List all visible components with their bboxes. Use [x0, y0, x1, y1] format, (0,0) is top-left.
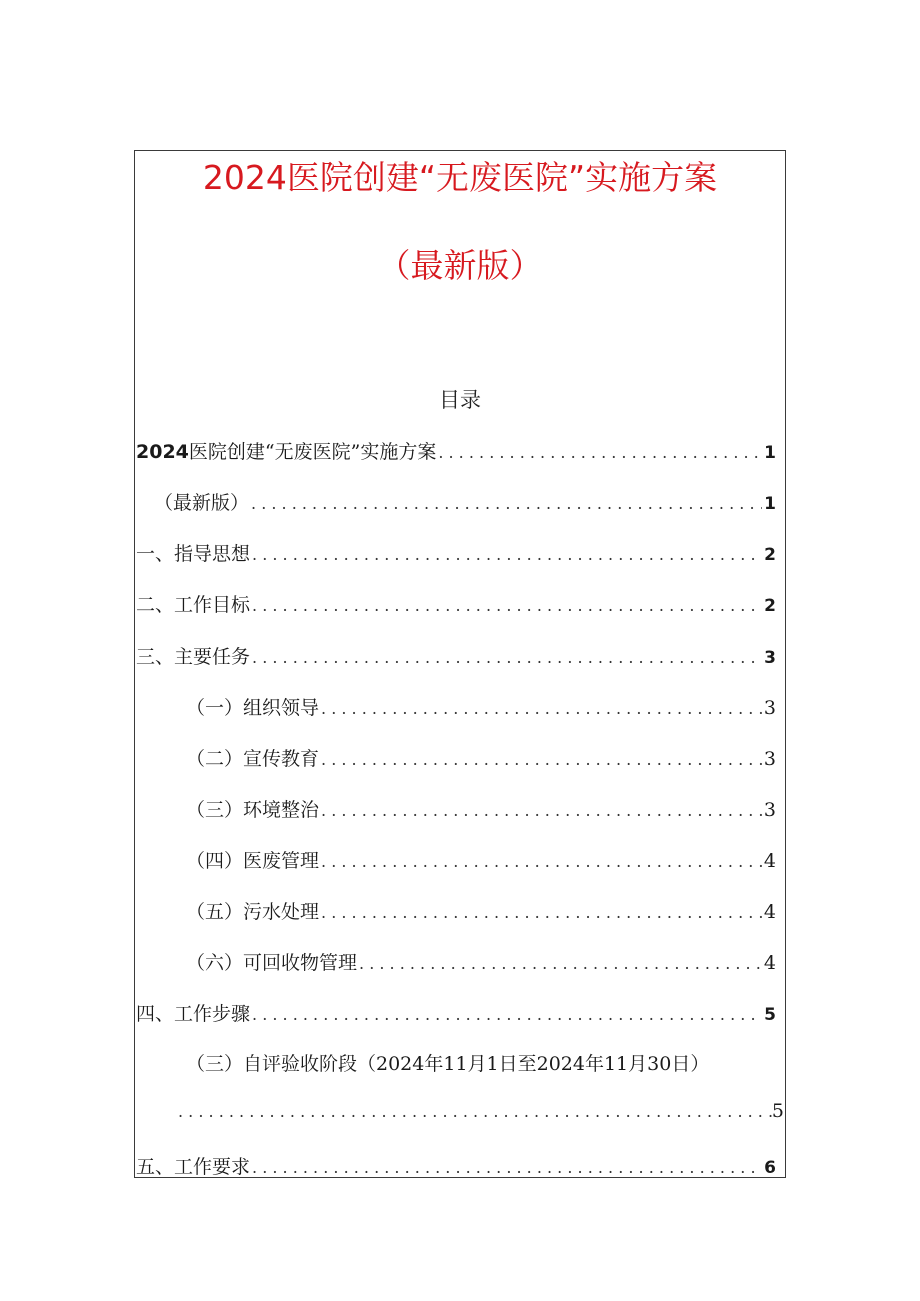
- toc-leader: [321, 699, 762, 718]
- toc-entry[interactable]: [186, 846, 776, 876]
- toc-entry-label: （最新版）: [154, 492, 250, 514]
- document-title: 2024医院创建“无废医院”实施方案: [202, 158, 718, 197]
- toc-leader: [321, 801, 762, 820]
- toc-page-number: 1: [764, 494, 776, 514]
- toc-entry-label: （二）宣传教育: [186, 748, 320, 770]
- toc-entry-continuation[interactable]: [178, 1100, 784, 1122]
- toc-leader: [252, 1158, 762, 1177]
- toc-page-number: 4: [763, 901, 776, 923]
- toc-entry[interactable]: [136, 1152, 776, 1182]
- toc-entry-label: 四、工作步骤: [136, 1003, 251, 1025]
- toc-entry[interactable]: [136, 590, 776, 620]
- document-subtitle: （最新版）: [377, 246, 543, 285]
- toc-page-number: 3: [763, 748, 776, 770]
- toc-entry[interactable]: [136, 642, 776, 672]
- toc-entry[interactable]: [186, 693, 776, 723]
- toc-entry[interactable]: [136, 437, 776, 467]
- toc-page-number: 1: [764, 443, 776, 463]
- toc-leader: [252, 596, 762, 615]
- toc-entry-label: （五）污水处理: [186, 901, 320, 923]
- toc-entry-label: 一、指导思想: [136, 543, 251, 565]
- toc-entry-label: 三、主要任务: [136, 646, 251, 668]
- toc-page-number: 3: [763, 697, 776, 719]
- toc-entry[interactable]: [186, 795, 776, 825]
- toc-page-number: 6: [764, 1158, 776, 1178]
- toc-entry[interactable]: [186, 897, 776, 927]
- toc-entry[interactable]: [136, 999, 776, 1029]
- toc-entry[interactable]: [136, 539, 776, 569]
- toc-entry-label: 五、工作要求: [136, 1156, 251, 1178]
- toc-leader: [252, 1005, 762, 1024]
- toc-leader: [252, 545, 762, 564]
- toc-leader: [251, 494, 762, 513]
- toc-entry-label: （一）组织领导: [186, 697, 320, 719]
- toc-page-number: 4: [763, 850, 776, 872]
- toc-entry-label[interactable]: （三）自评验收阶段（2024年11月1日至2024年11月30日）: [186, 1053, 710, 1075]
- toc-page-number: 5: [771, 1100, 784, 1122]
- toc-entry-label: （四）医废管理: [186, 850, 320, 872]
- toc-entry-label: （六）可回收物管理: [186, 952, 358, 974]
- toc-page-number: 2: [764, 545, 776, 565]
- toc-page-number: 4: [763, 952, 776, 974]
- toc-leader: [252, 648, 762, 667]
- toc-page-number: 3: [764, 648, 776, 668]
- toc-entry-label: 二、工作目标: [136, 594, 251, 616]
- toc-page-number: 3: [763, 799, 776, 821]
- toc-leader: [321, 903, 762, 922]
- toc-leader: [359, 954, 762, 973]
- toc-entry-label: 2024医院创建“无废医院”实施方案: [136, 441, 437, 463]
- toc-entry[interactable]: [186, 744, 776, 774]
- toc-entry-label: （三）环境整治: [186, 799, 320, 821]
- toc-leader: [321, 750, 762, 769]
- toc-entry[interactable]: [154, 488, 776, 518]
- toc-leader: [438, 443, 762, 462]
- toc-leader: [321, 852, 762, 871]
- toc-heading: 目录: [439, 388, 481, 412]
- toc-entry[interactable]: [186, 948, 776, 978]
- toc-leader: [178, 1102, 772, 1121]
- toc-page-number: 5: [764, 1005, 776, 1025]
- toc-page-number: 2: [764, 596, 776, 616]
